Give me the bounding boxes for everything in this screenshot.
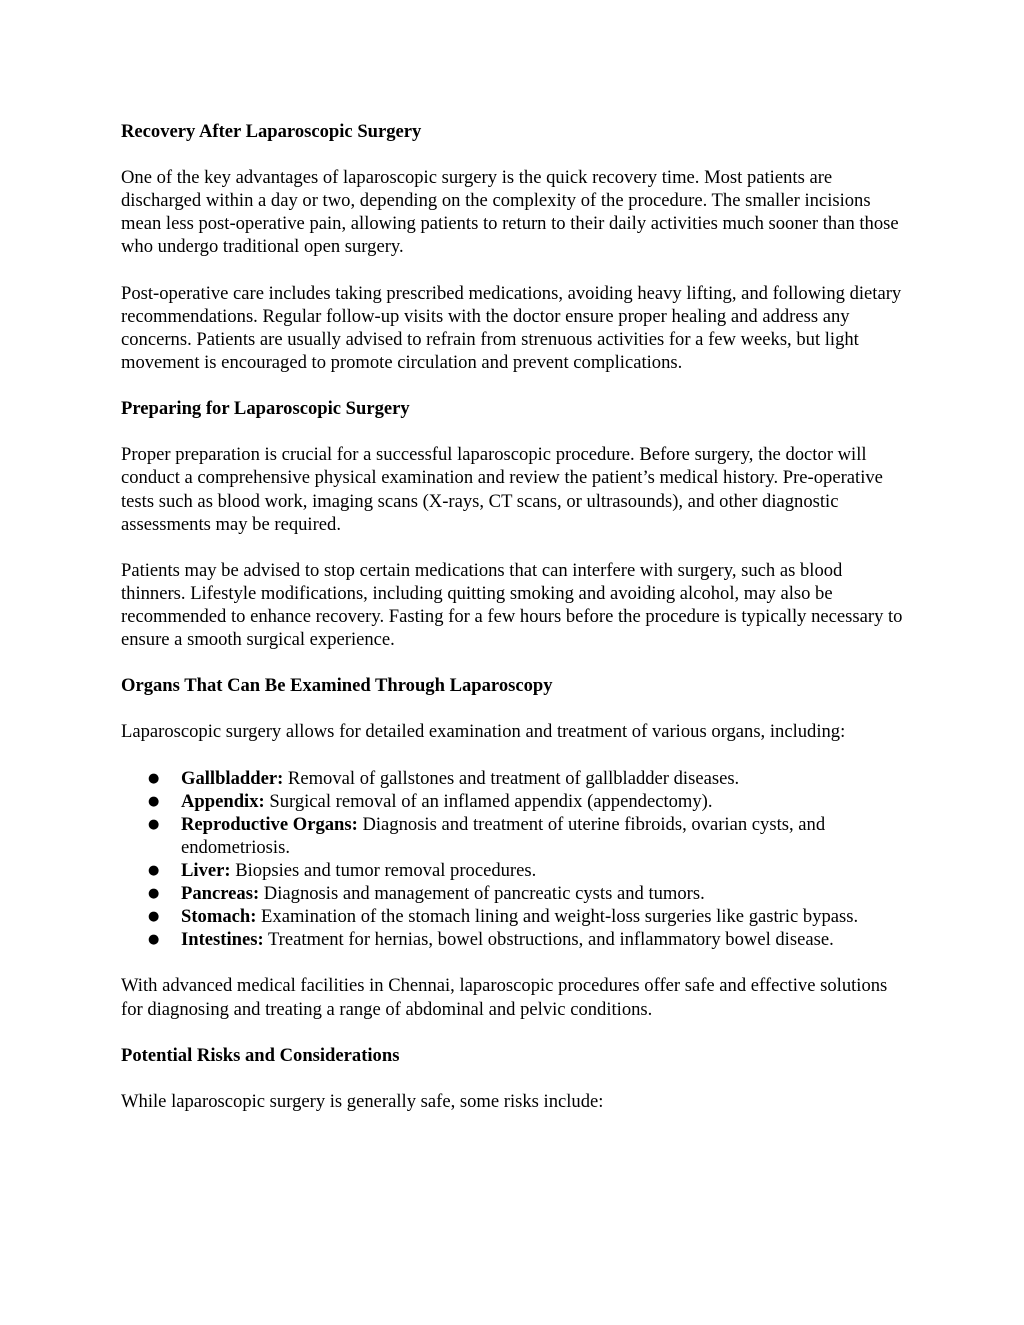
bullet-icon: ● xyxy=(148,816,160,832)
list-item xyxy=(121,905,911,928)
bullet-icon: ● xyxy=(148,932,160,948)
section-heading-risks: Potential Risks and Considerations xyxy=(121,1044,400,1066)
section-heading-recovery: Recovery After Laparoscopic Surgery xyxy=(121,121,422,142)
list-item-term: Stomach: xyxy=(181,906,257,928)
organs-intro: Laparoscopic surgery allows for detailed examination and treatment of various organs, including: xyxy=(121,721,846,743)
preparing-paragraph-2: Patients may be advised to stop certain medications that can interfere with surgery, such as blood thinners. Lifestyle modifications, including quitting smoking and avoiding alcohol, may also be recommended to enhance recovery. Fasting for a few hours before the procedure is typically necessary to ensure a smooth surgical experience. xyxy=(121,559,903,651)
list-item xyxy=(121,928,911,951)
list-item-term: Appendix: xyxy=(181,790,265,812)
list-item-text: Diagnosis and treatment of uterine fibroids, ovarian cysts, and endometriosis. xyxy=(181,813,826,858)
bullet-icon: ● xyxy=(148,770,160,786)
list-item-text: Surgical removal of an inflamed appendix (appendectomy). xyxy=(264,790,713,812)
list-item-text: Examination of the stomach lining and weight-loss surgeries like gastric bypass. xyxy=(256,906,859,928)
organs-closing-paragraph: With advanced medical facilities in Chennai, laparoscopic procedures offer safe and effective solutions for diagnosing and treating a range of abdominal and pelvic conditions. xyxy=(121,975,888,1020)
bullet-icon: ● xyxy=(148,909,160,925)
list-item-term: Pancreas: xyxy=(181,883,260,905)
list-item-term: Gallbladder: xyxy=(181,767,284,789)
organs-list xyxy=(121,767,911,952)
section-heading-organs: Organs That Can Be Examined Through Laparoscopy xyxy=(121,675,553,697)
list-item xyxy=(121,859,911,882)
list-item-text: Biopsies and tumor removal procedures. xyxy=(230,860,537,881)
list-item xyxy=(121,813,911,859)
risks-intro: While laparoscopic surgery is generally safe, some risks include: xyxy=(121,1090,604,1112)
document-page xyxy=(121,120,911,1136)
list-item-term: Reproductive Organs: xyxy=(181,813,358,835)
list-item-text: Treatment for hernias, bowel obstructions, and inflammatory bowel disease. xyxy=(263,929,834,951)
list-item-term: Intestines: xyxy=(181,929,264,951)
list-item-text: Removal of gallstones and treatment of gallbladder diseases. xyxy=(283,767,740,789)
bullet-icon: ● xyxy=(148,863,160,878)
recovery-paragraph-2: Post-operative care includes taking prescribed medications, avoiding heavy lifting, and following dietary recommendations. Regular follow-up visits with the doctor ensure proper healing and address any concerns. Patients are usually advised to refrain from strenuous activities for a few weeks, but light movement is encouraged to promote circulation and prevent complications. xyxy=(121,282,902,373)
preparing-paragraph-1: Proper preparation is crucial for a successful laparoscopic procedure. Before surgery, the doctor will conduct a comprehensive physical examination and review the patient’s medical history. Pre-operative tests such as blood work, imaging scans (X-rays, CT scans, or ultrasounds), and other diagnostic assessments may be required. xyxy=(121,444,883,535)
list-item xyxy=(121,882,911,905)
list-item xyxy=(121,790,911,813)
list-item-term: Liver: xyxy=(181,860,231,881)
bullet-icon: ● xyxy=(148,886,160,902)
section-heading-preparing: Preparing for Laparoscopic Surgery xyxy=(121,398,410,420)
recovery-paragraph-1: One of the key advantages of laparoscopic surgery is the quick recovery time. Most patients are discharged within a day or two, depending on the complexity of the procedure. The smaller incisions mean less post-operative pain, allowing patients to return to their daily activities much sooner than those who undergo traditional open surgery. xyxy=(121,167,899,258)
bullet-icon: ● xyxy=(148,793,160,809)
list-item-text: Diagnosis and management of pancreatic cysts and tumors. xyxy=(259,883,705,905)
list-item xyxy=(121,767,911,790)
